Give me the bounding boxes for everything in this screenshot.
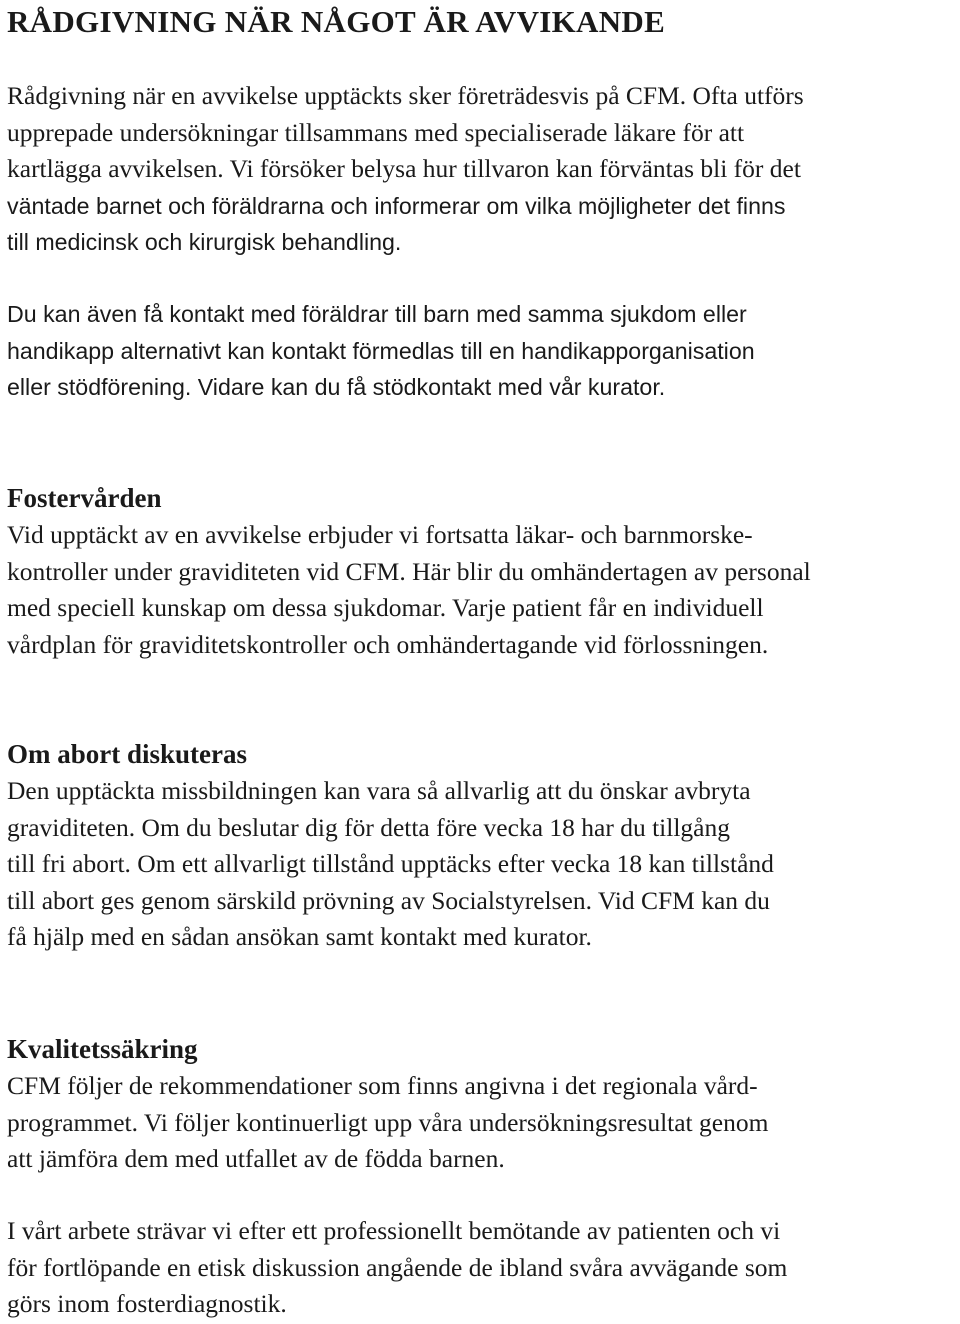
section-line: CFM följer de rekommendationer som finns angivna i det regionala vård- [7,1071,758,1100]
section-line: kontroller under graviditeten vid CFM. Här blir du omhändertagen av personal [7,556,811,586]
contact-line: Du kan även få kontakt med föräldrar till barn med samma sjukdom eller [7,301,747,327]
section-line: programmet. Vi följer kontinuerligt upp våra undersökningsresultat genom [7,1107,769,1137]
section-line: Den upptäckta missbildningen kan vara så allvarlig att du önskar avbryta [7,776,751,805]
page-title: RÅDGIVNING NÄR NÅGOT ÄR AVVIKANDE [7,4,666,39]
closing-line: I vårt arbete strävar vi efter ett professionellt bemötande av patienten och vi [7,1216,781,1245]
closing-paragraph [7,1213,957,1323]
section-heading-fostervarden: Fostervården [7,483,162,513]
section-body-abort [7,773,957,956]
section-line: med speciell kunskap om dessa sjukdomar. Varje patient får en individuell [7,593,764,623]
section-heading-abort: Om abort diskuteras [7,739,248,769]
intro-line: Rådgivning när en avvikelse upptäckts sker företrädesvis på CFM. Ofta utförs [7,81,804,110]
closing-line: för fortlöpande en etisk diskussion angående de ibland svåra avvägande som [7,1252,788,1282]
section-heading-kvalitetssakring: Kvalitetssäkring [7,1034,198,1064]
intro-line: väntade barnet och föräldrarna och informerar om vilka möjligheter det finns [7,192,786,219]
section-body-fostervarden [7,517,957,663]
intro-paragraph [7,78,957,261]
section-line: vårdplan för graviditetskontroller och omhändertagande vid förlossningen. [7,629,769,659]
contact-paragraph [7,296,957,406]
section-body-kvalitetssakring [7,1068,957,1178]
intro-line: kartlägga avvikelsen. Vi försöker belysa hur tillvaron kan förväntas bli för det [7,154,801,184]
section-line: att jämföra dem med utfallet av de födda barnen. [7,1144,505,1174]
section-line: få hjälp med en sådan ansökan samt kontakt med kurator. [7,922,592,952]
section-line: Vid upptäckt av en avvikelse erbjuder vi fortsatta läkar- och barnmorske- [7,520,753,549]
intro-line: upprepade undersökningar tillsammans med specialiserade läkare för att [7,117,745,147]
contact-line: eller stödförening. Vidare kan du få stödkontakt med vår kurator. [7,374,666,401]
section-line: graviditeten. Om du beslutar dig för detta före vecka 18 har du tillgång [7,812,730,842]
section-line: till fri abort. Om ett allvarligt tillstånd upptäcks efter vecka 18 kan tillstånd [7,849,774,879]
closing-line: görs inom fosterdiagnostik. [7,1289,287,1319]
section-line: till abort ges genom särskild prövning av Socialstyrelsen. Vid CFM kan du [7,885,770,915]
intro-line: till medicinsk och kirurgisk behandling. [7,229,402,256]
contact-line: handikapp alternativt kan kontakt förmedlas till en handikapporganisation [7,337,755,364]
